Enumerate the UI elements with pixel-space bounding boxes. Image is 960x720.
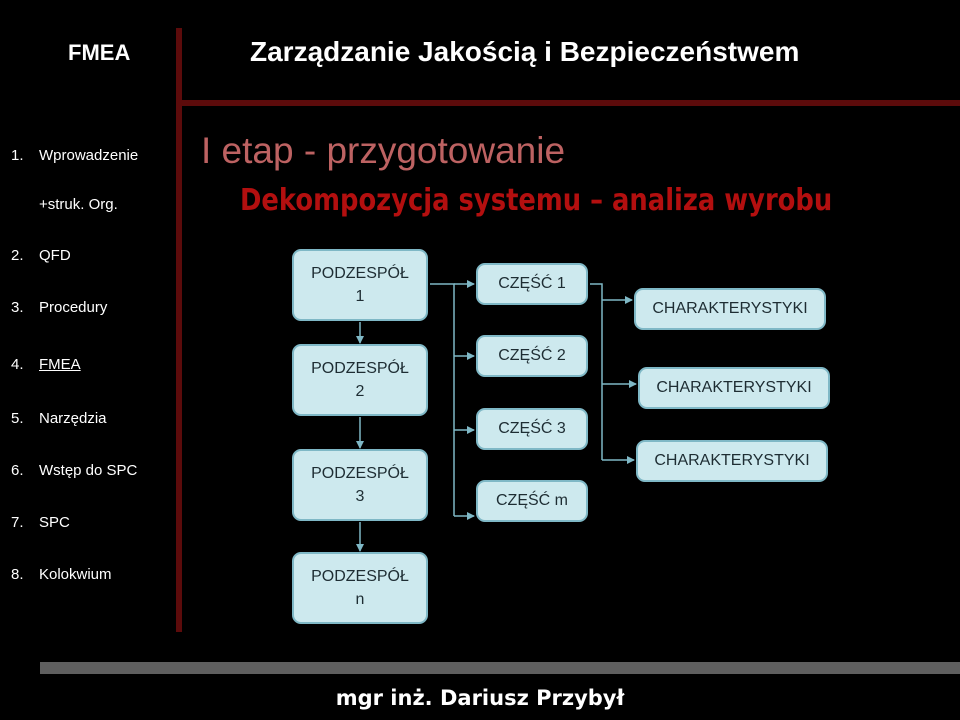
sidebar-item-label: Kolokwium bbox=[39, 566, 112, 583]
box-index: n bbox=[355, 591, 365, 608]
connector-char-trunk bbox=[590, 284, 602, 460]
box-label: PODZESPÓŁ bbox=[311, 464, 409, 482]
box-label: PODZESPÓŁ bbox=[311, 359, 409, 377]
part-m-box[interactable]: CZĘŚĆ m bbox=[476, 480, 588, 522]
characteristics-1-box[interactable]: CHARAKTERYSTYKI bbox=[634, 288, 826, 330]
sidebar-item-number: 8. bbox=[11, 566, 24, 583]
logo: FMEA bbox=[68, 40, 131, 65]
sidebar-item-label: +struk. Org. bbox=[39, 196, 118, 213]
subassembly-2-box[interactable] bbox=[292, 344, 428, 416]
sidebar-item-label: Wprowadzenie bbox=[39, 147, 139, 164]
subassembly-n-box[interactable] bbox=[292, 552, 428, 624]
slide-subtitle: Dekompozycja systemu – analiza wyrobu bbox=[240, 183, 833, 218]
part-1-box[interactable]: CZĘŚĆ 1 bbox=[476, 263, 588, 305]
sidebar-item-label: SPC bbox=[39, 514, 70, 531]
characteristics-2-box[interactable]: CHARAKTERYSTYKI bbox=[638, 367, 830, 409]
connector-parts-trunk bbox=[430, 284, 454, 516]
box-index: 1 bbox=[355, 288, 365, 305]
sidebar-item-number: 4. bbox=[11, 356, 24, 373]
sidebar-item-label: QFD bbox=[39, 247, 71, 264]
sidebar-item-number: 3. bbox=[11, 299, 24, 316]
sidebar-item-number: 1. bbox=[11, 147, 24, 164]
box-label: PODZESPÓŁ bbox=[311, 567, 409, 585]
characteristics-3-box[interactable]: CHARAKTERYSTYKI bbox=[636, 440, 828, 482]
subassembly-3-box[interactable] bbox=[292, 449, 428, 521]
subassembly-1-box[interactable] bbox=[292, 249, 428, 321]
header-title: Zarządzanie Jakością i Bezpieczeństwem bbox=[250, 36, 800, 67]
box-label: PODZESPÓŁ bbox=[311, 264, 409, 282]
box-index: 2 bbox=[355, 383, 365, 400]
sidebar-item-label: Wstęp do SPC bbox=[39, 462, 138, 479]
sidebar-item-number: 6. bbox=[11, 462, 24, 479]
sidebar-item-number: 5. bbox=[11, 410, 24, 427]
sidebar-item-label: FMEA bbox=[39, 356, 81, 373]
box-index: 3 bbox=[355, 488, 365, 505]
slide-title: I etap - przygotowanie bbox=[201, 130, 566, 171]
sidebar-item-label: Procedury bbox=[39, 299, 108, 316]
footer-author: mgr inż. Dariusz Przybył bbox=[335, 686, 625, 710]
sidebar-item-number: 7. bbox=[11, 514, 24, 531]
sidebar-item-label: Narzędzia bbox=[39, 410, 107, 427]
part-2-box[interactable]: CZĘŚĆ 2 bbox=[476, 335, 588, 377]
sidebar-item-number: 2. bbox=[11, 247, 24, 264]
part-3-box[interactable]: CZĘŚĆ 3 bbox=[476, 408, 588, 450]
